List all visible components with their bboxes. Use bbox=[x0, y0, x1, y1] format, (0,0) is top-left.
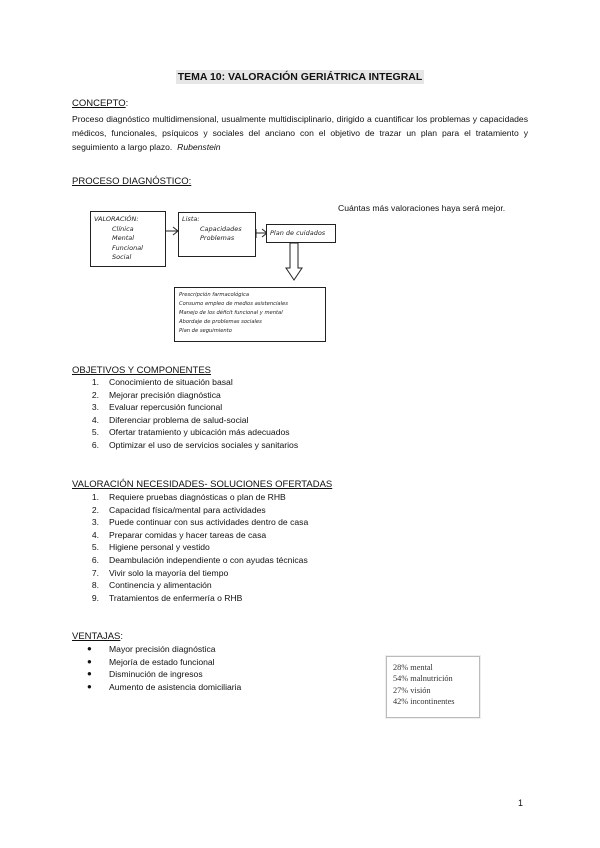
list-item: 4. Preparar comidas y hacer tareas de casa bbox=[91, 529, 267, 540]
page-number: 1 bbox=[518, 798, 524, 808]
page-title: TEMA 10: VALORACIÓN GERIÁTRICA INTEGRAL bbox=[177, 71, 423, 83]
list-item: 2. Mejorar precisión diagnóstica bbox=[91, 389, 221, 400]
bullet-icon: ● bbox=[87, 681, 92, 691]
stat-vision: 27% visión bbox=[393, 685, 431, 695]
concepto-paragraph: Proceso diagnóstico multidimensional, usualmente multidisciplinario, dirigido a cuantificar los problemas y capacidades médicos, funcionales, psíquicos y sociales del anciano con el objetivo de trazar un plan para el tratamiento y seguimiento a largo plazo. Rubenstein bbox=[72, 114, 528, 152]
concepto-heading-row: CONCEPTO: bbox=[72, 98, 129, 109]
list-item: 4. Diferenciar problema de salud-social bbox=[91, 414, 249, 425]
list-item: 5. Higiene personal y vestido bbox=[91, 542, 210, 553]
ventajas-heading-row: VENTAJAS: bbox=[72, 631, 124, 642]
stat-malnutricion: 54% malnutrición bbox=[393, 674, 453, 684]
list-item: 2. Capacidad física/mental para actividades bbox=[91, 504, 266, 515]
objetivos-heading: OBJETIVOS Y COMPONENTES bbox=[72, 365, 212, 376]
ventajas-heading: VENTAJAS bbox=[72, 631, 121, 642]
necesidades-heading: VALORACIÓN NECESIDADES- SOLUCIONES OFERTADAS bbox=[72, 479, 333, 490]
arrow-down-icon bbox=[284, 242, 304, 282]
list-item: 6. Deambulación independiente o con ayudas técnicas bbox=[91, 554, 308, 565]
stat-incontinentes: 42% incontinentes bbox=[393, 696, 455, 706]
list-item: 3. Puede continuar con sus actividades dentro de casa bbox=[91, 517, 309, 528]
bullet-icon: ● bbox=[87, 669, 92, 679]
concepto-author: Rubenstein bbox=[177, 142, 221, 152]
list-item: 1. Conocimiento de situación basal bbox=[91, 377, 233, 387]
concepto-heading: CONCEPTO bbox=[72, 98, 126, 109]
stats-box bbox=[386, 656, 480, 718]
list-item: ● Disminución de ingresos bbox=[87, 669, 203, 680]
diagram-box-valoracion: VALORACIÓN: Clínica Mental Funcional Social bbox=[90, 211, 166, 267]
bullet-icon: ● bbox=[87, 644, 92, 653]
proceso-note: Cuántas más valoraciones haya será mejor. bbox=[338, 203, 506, 213]
diagram-box-plan: Plan de cuidados bbox=[266, 224, 336, 243]
list-item: 3. Evaluar repercusión funcional bbox=[91, 402, 223, 413]
diagram-box-actions: Prescripción farmacológica Consumo empleo de medios asistenciales Manejo de los déficit funcional y mental Abordaje de problemas sociales Plan de seguimiento bbox=[174, 287, 326, 342]
bullet-icon: ● bbox=[87, 656, 92, 666]
list-item: ● Aumento de asistencia domiciliaria bbox=[87, 681, 242, 692]
list-item: 7. Vivir solo la mayoría del tiempo bbox=[91, 567, 229, 578]
diagram-box-lista: Lista: Capacidades Problemas bbox=[178, 212, 256, 257]
list-item: 5. Ofertar tratamiento y ubicación más adecuados bbox=[91, 427, 290, 438]
objetivos-list bbox=[72, 376, 298, 452]
stat-mental: 28% mental bbox=[393, 663, 433, 672]
list-item: 9. Tratamientos de enfermería o RHB bbox=[91, 592, 243, 603]
ventajas-list bbox=[72, 643, 241, 693]
necesidades-list bbox=[72, 491, 308, 604]
list-item: ● Mejoría de estado funcional bbox=[87, 656, 215, 667]
list-item: 1. Requiere pruebas diagnósticas o plan de RHB bbox=[91, 492, 286, 502]
list-item: 6. Optimizar el uso de servicios sociales y sanitarios bbox=[91, 439, 299, 450]
list-item: 8. Continencia y alimentación bbox=[91, 580, 212, 591]
list-item: ● Mayor precisión diagnóstica bbox=[87, 644, 216, 654]
proceso-heading: PROCESO DIAGNÓSTICO: bbox=[72, 176, 192, 187]
